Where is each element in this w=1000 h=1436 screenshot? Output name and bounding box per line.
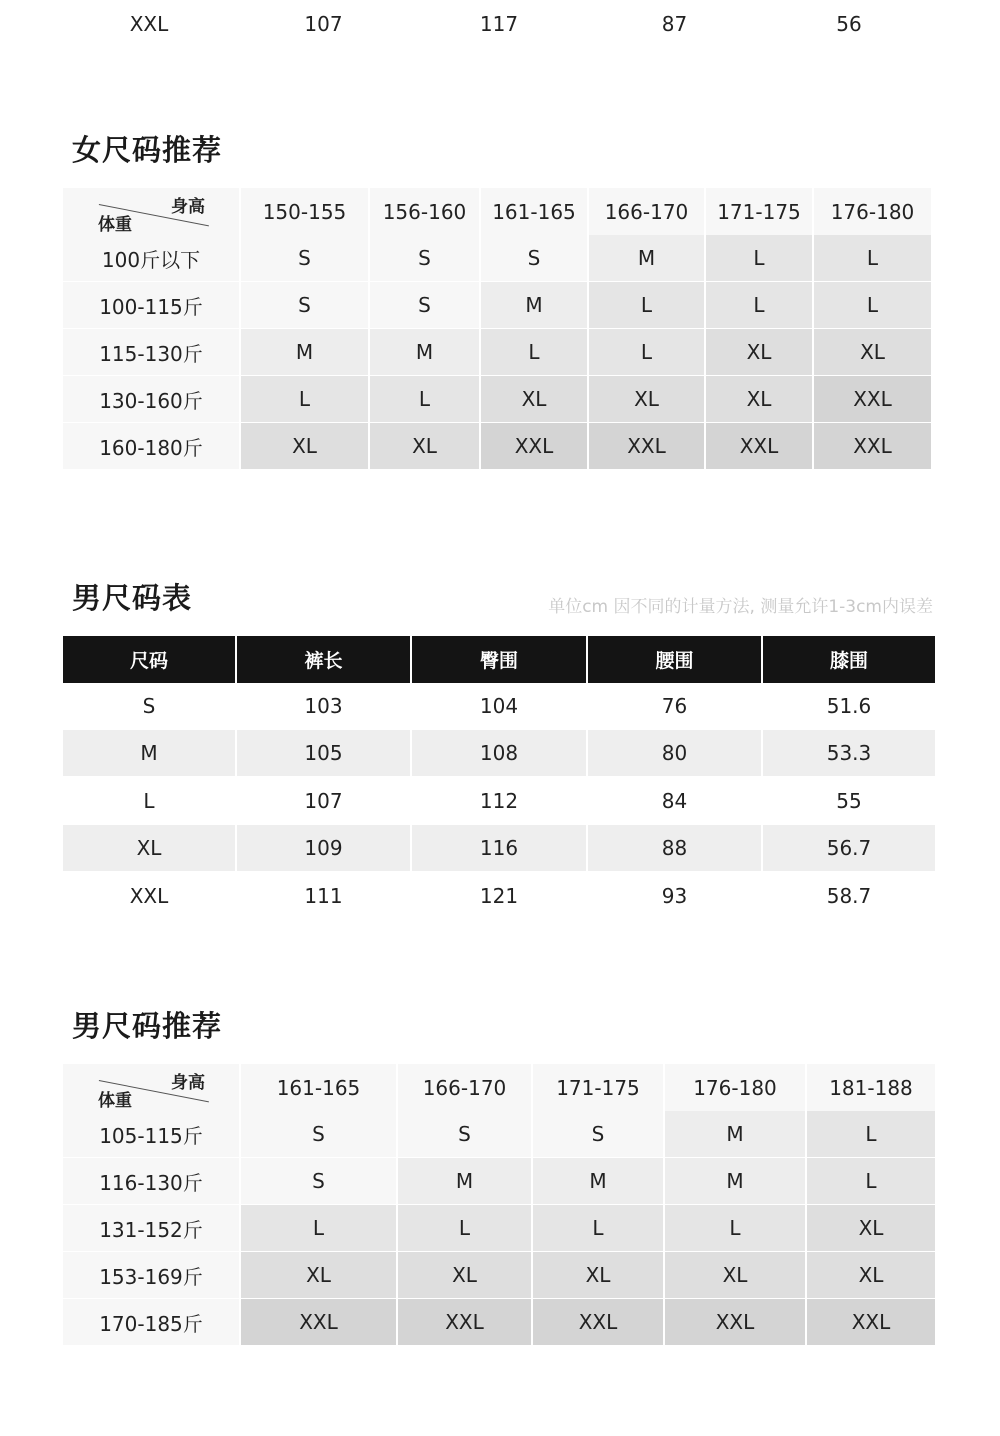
chart-data-cell: 76 xyxy=(588,683,761,729)
weight-label-cell: 153-169斤 xyxy=(63,1252,239,1298)
size-cell: XL xyxy=(706,329,812,375)
size-cell: M xyxy=(481,282,587,328)
size-cell: S xyxy=(241,282,368,328)
height-header-cell: 161-165 xyxy=(241,1064,396,1111)
size-cell: M xyxy=(589,235,704,281)
chart-data-cell: 116 xyxy=(412,825,586,871)
size-cell: XL xyxy=(807,1252,935,1298)
size-cell: L xyxy=(807,1158,935,1204)
corner-weight-label: 体重 xyxy=(98,1091,132,1111)
size-cell: XXL xyxy=(398,1299,531,1345)
height-header-cell: 171-175 xyxy=(706,188,812,235)
size-cell: L xyxy=(398,1205,531,1251)
size-cell: XL xyxy=(706,376,812,422)
height-header-cell: 176-180 xyxy=(665,1064,805,1111)
height-header-cell: 150-155 xyxy=(241,188,368,235)
size-cell: XL xyxy=(241,423,368,469)
chart-header-cell: 裤长 xyxy=(237,636,410,683)
height-header-cell: 176-180 xyxy=(814,188,931,235)
size-cell: M xyxy=(665,1158,805,1204)
weight-label-cell: 100-115斤 xyxy=(63,282,239,328)
size-cell: XXL xyxy=(665,1299,805,1345)
chart-data-cell: M xyxy=(63,730,235,776)
size-cell: L xyxy=(706,235,812,281)
size-cell: L xyxy=(589,282,704,328)
size-cell: XL xyxy=(533,1252,663,1298)
size-cell: L xyxy=(589,329,704,375)
chart-header-cell: 臀围 xyxy=(412,636,586,683)
top-row-cell: 56 xyxy=(836,12,862,36)
size-cell: S xyxy=(533,1111,663,1157)
chart-data-cell: XXL xyxy=(63,873,235,919)
size-cell: L xyxy=(533,1205,663,1251)
size-cell: XL xyxy=(398,1252,531,1298)
men-chart-note: 单位cm 因不同的计量方法, 测量允许1-3cm内误差 xyxy=(548,597,933,617)
top-row-cell: 117 xyxy=(479,12,519,36)
chart-data-cell: 108 xyxy=(412,730,586,776)
weight-label-cell: 130-160斤 xyxy=(63,376,239,422)
size-cell: S xyxy=(370,282,479,328)
size-cell: L xyxy=(814,235,931,281)
men-reco-title: 男尺码推荐 xyxy=(72,1009,223,1043)
size-cell: XXL xyxy=(814,423,931,469)
height-header-cell: 166-170 xyxy=(398,1064,531,1111)
size-cell: XL xyxy=(589,376,704,422)
chart-data-cell: 80 xyxy=(588,730,761,776)
size-cell: S xyxy=(241,1111,396,1157)
chart-data-cell: XL xyxy=(63,825,235,871)
size-cell: L xyxy=(665,1205,805,1251)
chart-data-cell: 104 xyxy=(412,683,586,729)
weight-label-cell: 131-152斤 xyxy=(63,1205,239,1251)
weight-label-cell: 100斤以下 xyxy=(63,235,239,281)
chart-data-cell: 53.3 xyxy=(763,730,935,776)
chart-data-cell: 93 xyxy=(588,873,761,919)
chart-header-cell: 腰围 xyxy=(588,636,761,683)
chart-data-cell: 105 xyxy=(237,730,410,776)
size-cell: M xyxy=(533,1158,663,1204)
size-cell: XL xyxy=(370,423,479,469)
size-cell: XL xyxy=(481,376,587,422)
size-cell: XL xyxy=(814,329,931,375)
corner-header-cell xyxy=(63,188,239,235)
size-cell: S xyxy=(241,1158,396,1204)
size-cell: L xyxy=(241,376,368,422)
chart-data-cell: S xyxy=(63,683,235,729)
corner-weight-label: 体重 xyxy=(98,215,132,235)
size-cell: XL xyxy=(665,1252,805,1298)
size-cell: M xyxy=(398,1158,531,1204)
top-row-cell: XXL xyxy=(129,12,169,36)
size-cell: XXL xyxy=(241,1299,396,1345)
chart-data-cell: 103 xyxy=(237,683,410,729)
chart-data-cell: 88 xyxy=(588,825,761,871)
top-row-cell: 87 xyxy=(661,12,688,36)
chart-header-cell: 尺码 xyxy=(63,636,235,683)
chart-data-cell: 84 xyxy=(588,778,761,824)
chart-data-cell: 55 xyxy=(763,778,935,824)
weight-label-cell: 116-130斤 xyxy=(63,1158,239,1204)
chart-data-cell: 107 xyxy=(237,778,410,824)
size-cell: S xyxy=(241,235,368,281)
size-cell: L xyxy=(706,282,812,328)
corner-height-label: 身高 xyxy=(171,1073,205,1093)
height-header-cell: 156-160 xyxy=(370,188,479,235)
size-cell: XXL xyxy=(481,423,587,469)
size-cell: S xyxy=(481,235,587,281)
chart-data-cell: 51.6 xyxy=(763,683,935,729)
size-cell: M xyxy=(370,329,479,375)
weight-label-cell: 115-130斤 xyxy=(63,329,239,375)
weight-label-cell: 170-185斤 xyxy=(63,1299,239,1345)
size-cell: XL xyxy=(241,1252,396,1298)
weight-label-cell: 105-115斤 xyxy=(63,1111,239,1157)
height-header-cell: 171-175 xyxy=(533,1064,663,1111)
men-chart-title: 男尺码表 xyxy=(72,581,193,615)
chart-data-cell: 58.7 xyxy=(763,873,935,919)
size-cell: XL xyxy=(807,1205,935,1251)
corner-height-label: 身高 xyxy=(171,197,205,217)
size-cell: S xyxy=(370,235,479,281)
height-header-cell: 166-170 xyxy=(589,188,704,235)
chart-data-cell: 121 xyxy=(412,873,586,919)
women-reco-title: 女尺码推荐 xyxy=(72,133,223,167)
size-cell: L xyxy=(807,1111,935,1157)
chart-data-cell: 56.7 xyxy=(763,825,935,871)
size-cell: XXL xyxy=(533,1299,663,1345)
chart-header-cell: 膝围 xyxy=(763,636,935,683)
size-cell: L xyxy=(241,1205,396,1251)
top-row-cell: 107 xyxy=(304,12,343,36)
chart-data-cell: 111 xyxy=(237,873,410,919)
size-cell: L xyxy=(370,376,479,422)
size-cell: M xyxy=(665,1111,805,1157)
size-cell: XXL xyxy=(814,376,931,422)
size-cell: XXL xyxy=(589,423,704,469)
chart-data-cell: 112 xyxy=(412,778,586,824)
size-cell: L xyxy=(481,329,587,375)
size-cell: XXL xyxy=(807,1299,935,1345)
corner-header-cell xyxy=(63,1064,239,1111)
weight-label-cell: 160-180斤 xyxy=(63,423,239,469)
size-cell: M xyxy=(241,329,368,375)
chart-data-cell: 109 xyxy=(237,825,410,871)
size-cell: XXL xyxy=(706,423,812,469)
size-cell: S xyxy=(398,1111,531,1157)
height-header-cell: 181-188 xyxy=(807,1064,935,1111)
chart-data-cell: L xyxy=(63,778,235,824)
size-cell: L xyxy=(814,282,931,328)
height-header-cell: 161-165 xyxy=(481,188,587,235)
